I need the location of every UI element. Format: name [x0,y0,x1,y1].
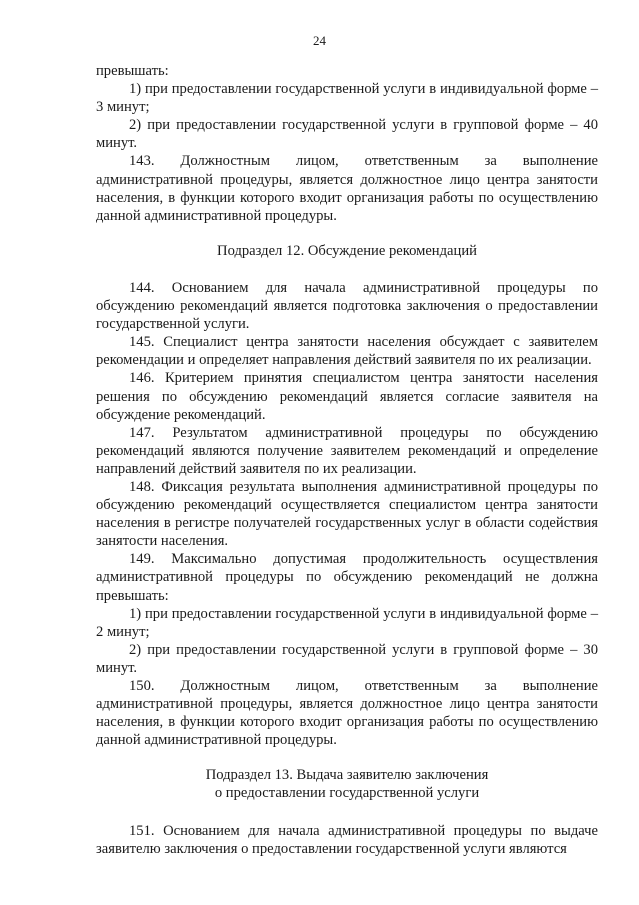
paragraph-continuation: превышать: [96,63,169,79]
paragraph-item: 1) при предоставлении государственной услуги в индивидуальной форме – 3 минут; [96,81,598,116]
paragraph-item: 2) при предоставлении государственной услуги в групповой форме – 30 минут. [96,641,598,676]
paragraph-143: 143. Должностным лицом, ответственным за выполнение административной процедуры, является должностное лицо центра занятости населения, в функции которого входит организация работы по осуществлению данной административной процедуры. [96,153,598,224]
paragraph-145: 145. Специалист центра занятости населения обсуждает с заявителем рекомендации и определяет направления действий заявителя по их реализации. [96,334,598,369]
paragraph-151: 151. Основанием для начала административной процедуры по выдаче заявителю заключения о предоставлении государственной услуги являются [96,822,598,857]
paragraph-item: 2) при предоставлении государственной услуги в групповой форме – 40 минут. [96,117,598,152]
document-body [96,62,598,858]
section-heading-12: Подраздел 12. Обсуждение рекомендаций [217,242,477,259]
page-number: 24 [313,33,326,48]
paragraph-150: 150. Должностным лицом, ответственным за выполнение административной процедуры, является должностное лицо центра занятости населения, в функции которого входит организация работы по осуществлению данной административной процедуры. [96,678,598,749]
section-heading-13-line-2: о предоставлении государственной услуги [214,785,480,802]
paragraph-149: 149. Максимально допустимая продолжительность осуществления административной процедуры по обсуждению рекомендаций не должна превышать: [96,551,598,604]
paragraph-144: 144. Основанием для начала административной процедуры по обсуждению рекомендаций является подготовка заключения о предоставлении государственной услуги. [96,279,598,333]
paragraph-146: 146. Критерием принятия специалистом центра занятости населения решения по обсуждению рекомендаций является согласие заявителя на обсуждение рекомендаций. [96,370,598,423]
paragraph-147: 147. Результатом административной процедуры по обсуждению рекомендаций являются получение заявителем рекомендаций и определение направлений действий заявителя по их реализации. [96,424,598,477]
paragraph-item: 1) при предоставлении государственной услуги в индивидуальной форме – 2 минут; [96,605,598,640]
paragraph-148: 148. Фиксация результата выполнения административной процедуры по обсуждению рекомендаций осуществляется специалистом центра занятости населения в регистре получателей государственных услуг в области содействия занятости населения. [96,478,598,550]
section-heading-13-line-1: Подраздел 13. Выдача заявителю заключения [205,767,489,784]
